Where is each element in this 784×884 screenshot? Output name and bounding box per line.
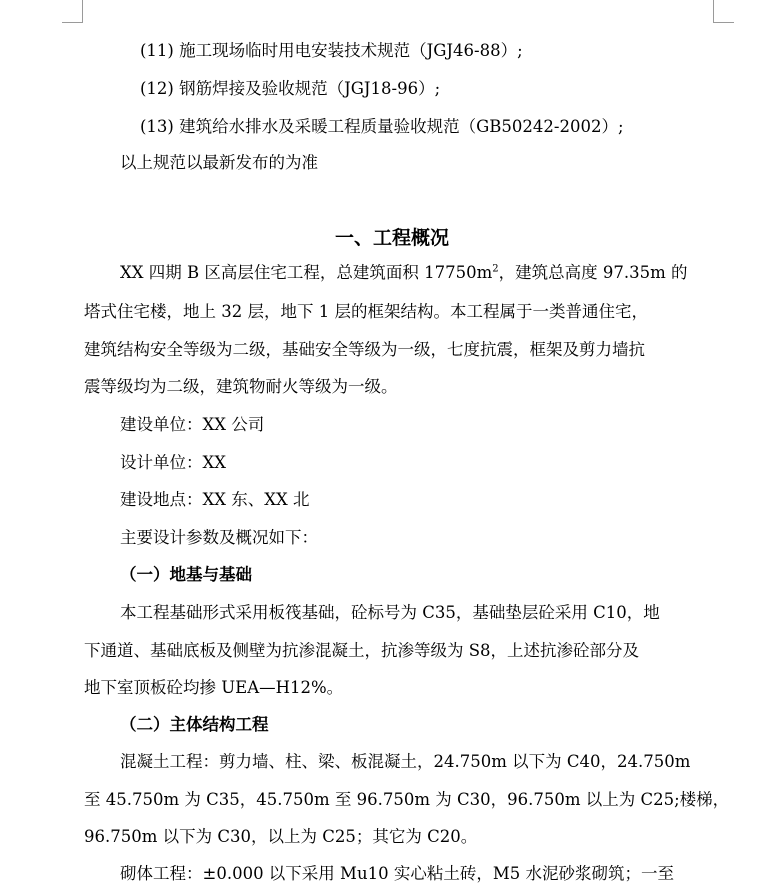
reference-text: 施工现场临时用电安装技术规范（JGJ46-88）; [179, 41, 523, 60]
location-info: 建设地点：XX 东、XX 北 [120, 490, 310, 509]
reference-item [140, 117, 624, 137]
overview-line: 塔式住宅楼，地上 32 层，地下 1 层的框架结构。本工程属于一类普通住宅， [84, 302, 648, 321]
foundation-line: 下通道、基础底板及侧壁为抗渗混凝土，抗渗等级为 S8，上述抗渗砼部分及 [84, 641, 640, 660]
structure-title: （二）主体结构工程 [120, 715, 269, 734]
structure-line: 砌体工程：±0.000 以下采用 Mu10 实心粘土砖，M5 水泥砂浆砌筑；一至 [120, 864, 674, 883]
overview-line: 震等级均为二级，建筑物耐火等级为一级。 [84, 377, 398, 396]
designer-info: 设计单位：XX [120, 453, 226, 472]
structure-line: 至 45.750m 为 C35，45.750m 至 96.750m 为 C30，96.750m 以上为 C25;楼梯， [84, 790, 730, 809]
overview-line [120, 263, 714, 283]
reference-text: 钢筋焊接及验收规范（JGJ18-96）; [179, 79, 441, 98]
references-note: 以上规范以最新发布的为准 [120, 153, 318, 172]
superscript: 2 [492, 263, 499, 275]
foundation-title: （一）地基与基础 [120, 565, 252, 584]
overview-text: XX 四期 B 区高层住宅工程，总建筑面积 17750m [120, 263, 493, 282]
reference-number: (11) [140, 41, 174, 60]
reference-item [140, 41, 523, 61]
page-corner-mark-left [62, 0, 83, 23]
reference-number: (12) [140, 79, 174, 98]
foundation-line: 本工程基础形式采用板筏基础，砼标号为 C35，基础垫层砼采用 C10，地 [120, 603, 660, 622]
overview-line: 建筑结构安全等级为二级，基础安全等级为一级，七度抗震，框架及剪力墙抗 [84, 340, 645, 359]
structure-line: 混凝土工程：剪力墙、柱、梁、板混凝土，24.750m 以下为 C40，24.750m [120, 752, 691, 771]
owner-info: 建设单位：XX 公司 [120, 415, 265, 434]
structure-line: 96.750m 以下为 C30，以上为 C25；其它为 C20。 [84, 827, 478, 846]
overview-text: ，建筑总高度 97.35m 的 [498, 263, 688, 282]
reference-text: 建筑给水排水及采暖工程质量验收规范（GB50242-2002）; [179, 117, 624, 136]
reference-number: (13) [140, 117, 174, 136]
params-intro: 主要设计参数及概况如下： [120, 528, 318, 547]
page-corner-mark-right [713, 0, 734, 23]
section-title: 一、工程概况 [334, 227, 449, 249]
reference-item [140, 79, 440, 99]
foundation-line: 地下室顶板砼均掺 UEA—H12%。 [84, 678, 344, 697]
